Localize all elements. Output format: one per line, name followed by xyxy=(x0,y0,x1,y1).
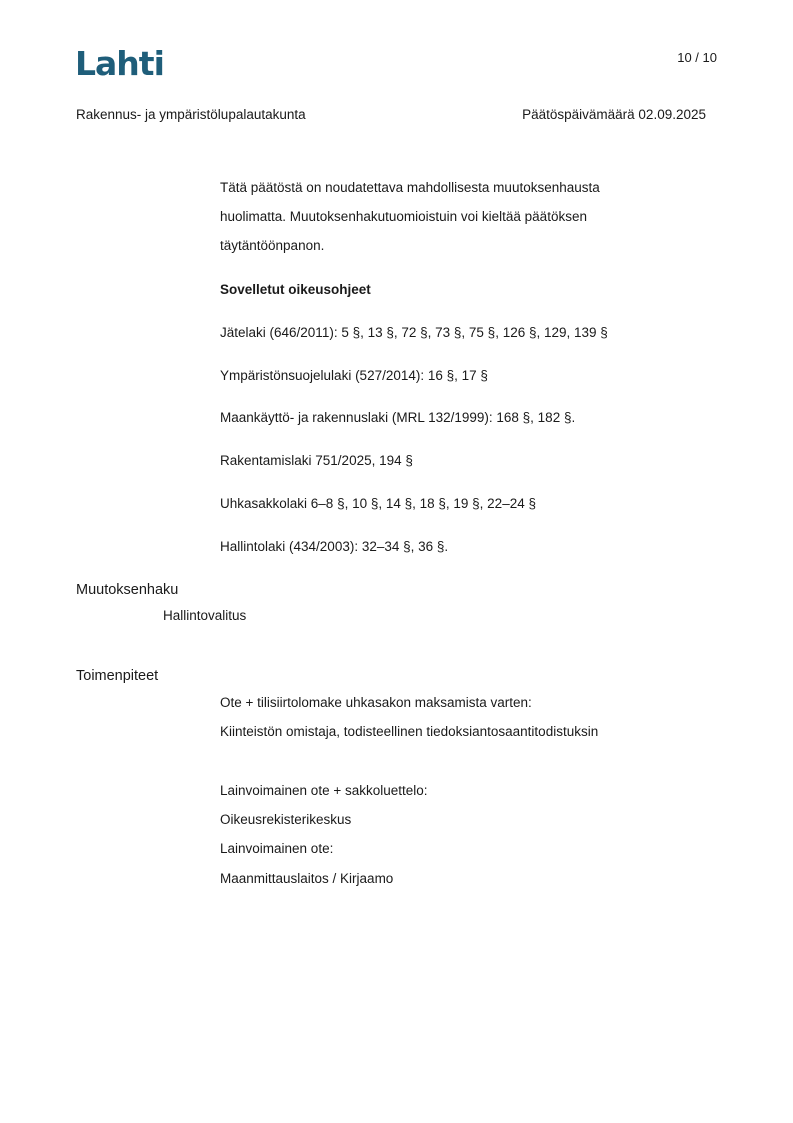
page-number: 10 / 10 xyxy=(677,50,717,65)
decision-date: Päätöspäivämäärä 02.09.2025 xyxy=(522,107,706,122)
action-line: Maanmittauslaitos / Kirjaamo xyxy=(220,871,394,886)
law-item: Maankäyttö- ja rakennuslaki (MRL 132/1999): 168 §, 182 §. xyxy=(220,410,576,425)
appeal-heading: Muutoksenhaku xyxy=(76,582,179,598)
intro-line-1: Tätä päätöstä on noudatettava mahdollisesta muutoksenhausta xyxy=(220,180,600,195)
action-line: Oikeusrekisterikeskus xyxy=(220,812,352,827)
law-item: Ympäristönsuojelulaki (527/2014): 16 §, 17 § xyxy=(220,368,488,383)
intro-line-3: täytäntöönpanon. xyxy=(220,238,325,253)
law-item: Rakentamislaki 751/2025, 194 § xyxy=(220,453,413,468)
intro-line-2: huolimatta. Muutoksenhakutuomioistuin voi kieltää päätöksen xyxy=(220,209,587,224)
action-line: Lainvoimainen ote + sakkoluettelo: xyxy=(220,783,428,798)
appeal-type: Hallintovalitus xyxy=(163,608,247,623)
actions-heading: Toimenpiteet xyxy=(76,668,159,684)
law-item: Jätelaki (646/2011): 5 §, 13 §, 72 §, 73 §, 75 §, 126 §, 129, 139 § xyxy=(220,325,608,340)
law-item: Hallintolaki (434/2003): 32–34 §, 36 §. xyxy=(220,539,449,554)
action-line: Lainvoimainen ote: xyxy=(220,841,334,856)
lahti-logo: Lahti xyxy=(75,44,164,83)
action-line: Kiinteistön omistaja, todisteellinen tiedoksiantosaantitodistuksin xyxy=(220,724,599,739)
law-item: Uhkasakkolaki 6–8 §, 10 §, 14 §, 18 §, 19 §, 22–24 § xyxy=(220,496,536,511)
laws-heading: Sovelletut oikeusohjeet xyxy=(220,282,371,297)
department-name: Rakennus- ja ympäristölupalautakunta xyxy=(76,107,306,122)
action-line: Ote + tilisiirtolomake uhkasakon maksamista varten: xyxy=(220,695,532,710)
